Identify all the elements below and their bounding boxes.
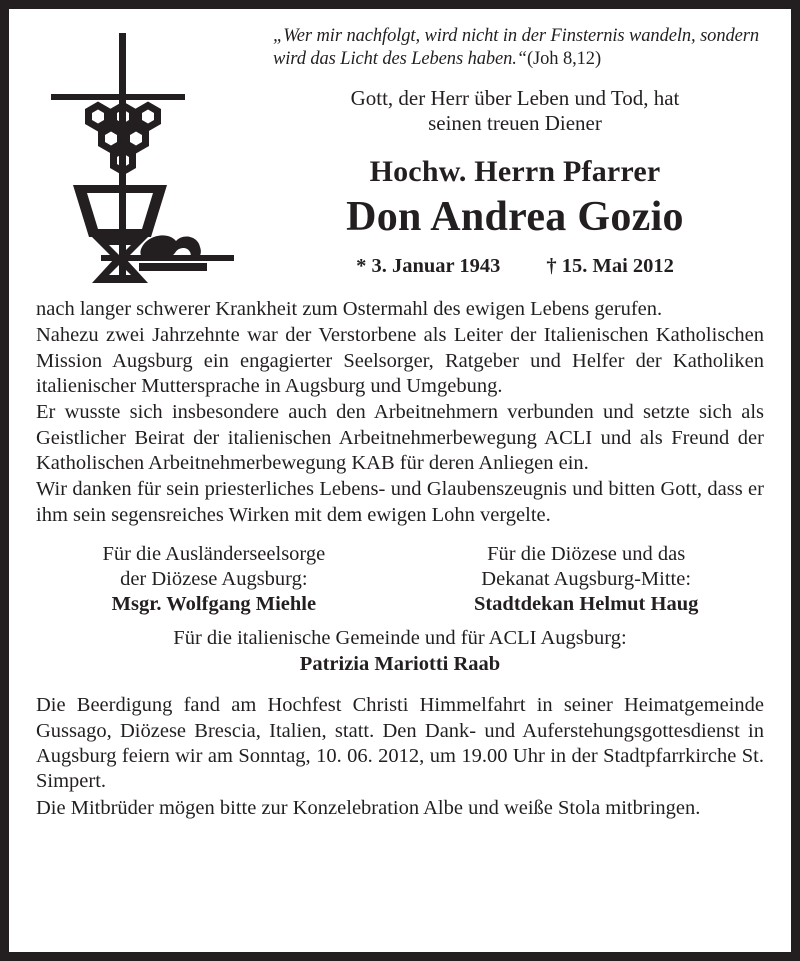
eucharist-chalice-grapes-cross-icon bbox=[35, 25, 245, 287]
signature-role-line: der Diözese Augsburg: bbox=[120, 567, 308, 590]
body-paragraph: Wir danken für sein priesterliches Lebens- und Glaubenszeugnis und bitten Gott, dass er ihm sein segensreiches Wirken mit dem ewigen Lohn vergelte. bbox=[36, 478, 764, 526]
scripture-quote-text: „Wer mir nachfolgt, wird nicht in der Finsternis wandeln, sondern wird das Licht des Lebens haben.“ bbox=[273, 26, 759, 69]
intro-text bbox=[265, 86, 765, 136]
notice-header bbox=[35, 23, 765, 291]
signature-role-line: Für die italienische Gemeinde und für ACLI Augsburg: bbox=[173, 627, 627, 650]
signature-right bbox=[407, 542, 765, 618]
scripture-quote bbox=[273, 25, 765, 70]
signature-left bbox=[35, 542, 393, 618]
body-text bbox=[35, 297, 765, 528]
signature-row bbox=[35, 542, 765, 618]
emblem-container bbox=[35, 23, 265, 287]
signature-full-width bbox=[35, 626, 765, 677]
header-text-block bbox=[265, 23, 765, 278]
honorific-title: Hochw. Herrn Pfarrer bbox=[369, 154, 661, 188]
signature-name: Patrizia Mariotti Raab bbox=[299, 652, 501, 675]
signature-block bbox=[35, 542, 765, 678]
body-paragraph: nach langer schwerer Krankheit zum Ostermahl des ewigen Lebens gerufen. bbox=[36, 298, 663, 320]
body-paragraph: Er wusste sich insbesondere auch den Arbeitnehmern verbunden und setzte sich als Geistlicher Beirat der italienischen Arbeitnehmerbewegung ACLI und als Freund der Katholischen Arbeitnehmerbewegung KAB für deren Anliegen ein. bbox=[36, 401, 764, 474]
birth-date: * 3. Januar 1943 bbox=[356, 254, 501, 277]
signature-role-line: Für die Ausländerseelsorge bbox=[102, 542, 326, 565]
death-date: † 15. Mai 2012 bbox=[546, 254, 674, 277]
closing-text bbox=[35, 693, 765, 821]
intro-line-2: seinen treuen Diener bbox=[428, 111, 602, 136]
signature-role-line: Für die Diözese und das bbox=[487, 542, 686, 565]
signature-name: Msgr. Wolfgang Miehle bbox=[111, 593, 317, 616]
notice-inner bbox=[9, 9, 791, 952]
life-dates bbox=[265, 255, 765, 278]
signature-role-line: Dekanat Augsburg-Mitte: bbox=[481, 567, 692, 590]
body-paragraph: Nahezu zwei Jahrzehnte war der Verstorbene als Leiter der Italienischen Katholischen Mission Augsburg ein engagierter Seelsorger, Ratgeber und Helfer der Katholiken italienischer Muttersprache in Augsburg und Umgebung. bbox=[36, 324, 764, 397]
signature-name: Stadtdekan Helmut Haug bbox=[473, 593, 699, 616]
intro-line-1: Gott, der Herr über Leben und Tod, hat bbox=[350, 86, 680, 111]
closing-paragraph: Die Beerdigung fand am Hochfest Christi Himmelfahrt in seiner Heimatgemeinde Gussago, Diözese Brescia, Italien, statt. Den Dank- und Auferstehungsgottesdienst in Augsburg feiern wir am Sonntag, 10. 06. 2012, um 19.00 Uhr in der Stadtpfarrkirche St. Simpert. bbox=[36, 694, 764, 793]
scripture-quote-reference: (Joh 8,12) bbox=[527, 48, 602, 69]
deceased-name: Don Andrea Gozio bbox=[346, 193, 684, 240]
closing-paragraph: Die Mitbrüder mögen bitte zur Konzelebration Albe und weiße Stola mitbringen. bbox=[36, 796, 701, 819]
